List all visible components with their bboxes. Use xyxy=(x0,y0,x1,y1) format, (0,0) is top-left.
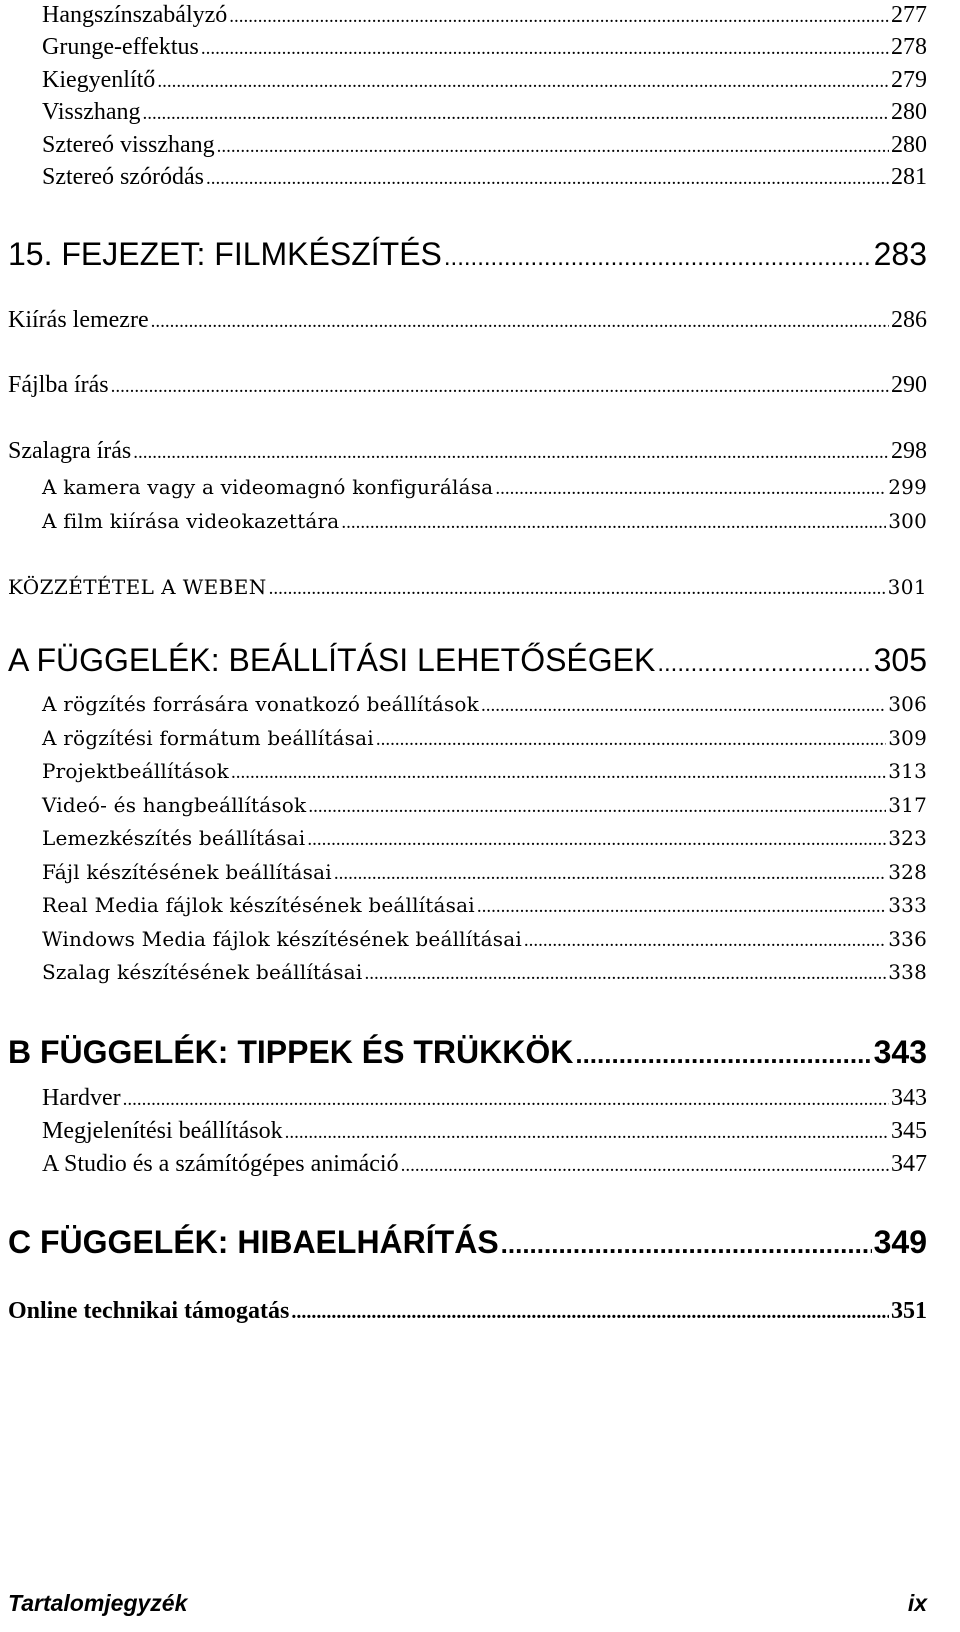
footer-page-number: ix xyxy=(907,1590,927,1616)
dot-leader xyxy=(308,796,886,818)
toc-entry-page: 299 xyxy=(888,475,927,499)
toc-chapter-page: 283 xyxy=(873,236,927,272)
toc-entry-page: 317 xyxy=(888,793,927,817)
toc-entry-page: 281 xyxy=(891,164,927,190)
toc-entry-title: A Studio és a számítógépes animáció xyxy=(42,1151,399,1177)
toc-entry[interactable] xyxy=(42,1085,927,1112)
dot-leader xyxy=(111,376,889,398)
dot-leader xyxy=(151,311,889,333)
toc-entry[interactable] xyxy=(42,2,927,29)
dot-leader xyxy=(269,578,886,600)
toc-entry[interactable] xyxy=(42,1118,927,1145)
toc-chapter[interactable] xyxy=(8,1224,927,1261)
toc-entry-page: 279 xyxy=(891,67,927,93)
toc-section-page: 298 xyxy=(891,438,927,464)
dot-leader xyxy=(217,136,889,158)
toc-entry-title: A rögzítési formátum beállításai xyxy=(42,726,374,750)
dot-leader xyxy=(123,1089,889,1111)
dot-leader xyxy=(229,6,889,28)
toc-entry-title: Visszhang xyxy=(42,99,141,125)
toc-entry-page: 280 xyxy=(891,99,927,125)
toc-entry-title: A film kiírása videokazettára xyxy=(42,509,340,533)
toc-entry-page: 345 xyxy=(891,1118,927,1144)
toc-entry[interactable] xyxy=(42,1151,927,1178)
toc-entry-title: Grunge-effektus xyxy=(42,34,199,60)
dot-leader xyxy=(157,71,889,93)
toc-entry-page: 306 xyxy=(888,692,927,716)
toc-entry[interactable] xyxy=(42,927,927,952)
toc-entry-title: Kiegyenlítő xyxy=(42,67,156,93)
toc-entry-title: Projektbeállítások xyxy=(42,759,229,783)
toc-entry-page: 338 xyxy=(888,960,927,984)
toc-section-page: 301 xyxy=(887,575,927,599)
toc-entry[interactable] xyxy=(42,509,927,534)
toc-section-page: 351 xyxy=(891,1298,927,1324)
toc-entry[interactable] xyxy=(42,164,927,191)
dot-leader xyxy=(143,103,889,125)
toc-entry[interactable] xyxy=(42,67,927,94)
toc-section-page: 290 xyxy=(891,372,927,398)
toc-chapter-page: 343 xyxy=(873,1034,927,1070)
toc-section[interactable] xyxy=(8,372,927,399)
footer-title: Tartalomjegyzék xyxy=(8,1590,188,1616)
toc-entry-title: Lemezkészítés beállításai xyxy=(42,826,306,850)
toc-entry-title: Hardver xyxy=(42,1085,121,1111)
dot-leader xyxy=(401,1155,889,1177)
toc-entry-title: Real Media fájlok készítésének beállításai xyxy=(42,893,475,917)
toc-entry-title: A kamera vagy a videomagnó konfigurálása xyxy=(42,475,494,499)
toc-entry-page: 313 xyxy=(888,759,927,783)
toc-section-title: KÖZZÉTÉTEL A WEBEN xyxy=(8,575,267,599)
toc-entry[interactable] xyxy=(42,34,927,61)
toc-entry-title: Windows Media fájlok készítésének beállításai xyxy=(42,927,522,951)
dot-leader xyxy=(495,478,886,500)
toc-section-title: Szalagra írás xyxy=(8,438,132,464)
toc-section[interactable] xyxy=(8,575,927,600)
toc-entry-page: 278 xyxy=(891,34,927,60)
dot-leader xyxy=(291,1301,889,1324)
toc-entry[interactable] xyxy=(42,960,927,985)
toc-chapter-title: 15. FEJEZET: FILMKÉSZÍTÉS xyxy=(8,236,442,272)
toc-entry-title: Videó- és hangbeállítások xyxy=(42,793,307,817)
dot-leader xyxy=(501,1229,872,1260)
toc-entry[interactable] xyxy=(42,793,927,818)
toc-chapter[interactable] xyxy=(8,1034,927,1071)
toc-entry-title: Megjelenítési beállítások xyxy=(42,1118,283,1144)
toc-entry-page: 343 xyxy=(891,1085,927,1111)
toc-entry-page: 333 xyxy=(888,893,927,917)
dot-leader xyxy=(575,1039,871,1070)
toc-entry[interactable] xyxy=(42,893,927,918)
toc-entry-title: Szalag készítésének beállításai xyxy=(42,960,363,984)
toc-entry-page: 300 xyxy=(888,509,927,533)
dot-leader xyxy=(481,695,886,717)
dot-leader xyxy=(477,896,886,918)
toc-entry[interactable] xyxy=(42,826,927,851)
toc-section-title: Online technikai támogatás xyxy=(8,1298,290,1324)
toc-chapter[interactable] xyxy=(8,642,927,679)
toc-entry-page: 280 xyxy=(891,132,927,158)
toc-section-page: 286 xyxy=(891,307,927,333)
dot-leader xyxy=(657,650,871,678)
toc-section-title: Kiírás lemezre xyxy=(8,307,149,333)
toc-entry-page: 347 xyxy=(891,1151,927,1177)
dot-leader xyxy=(444,244,872,272)
toc-entry-page: 323 xyxy=(888,826,927,850)
toc-entry-page: 328 xyxy=(888,860,927,884)
toc-chapter-page: 305 xyxy=(873,642,927,678)
toc-entry-page: 309 xyxy=(888,726,927,750)
toc-section[interactable] xyxy=(8,438,927,465)
toc-entry-page: 277 xyxy=(891,2,927,28)
toc-chapter-title: C FÜGGELÉK: HIBAELHÁRÍTÁS xyxy=(8,1224,499,1260)
dot-leader xyxy=(341,512,886,534)
toc-section-title: Fájlba írás xyxy=(8,372,109,398)
toc-chapter-title: A FÜGGELÉK: BEÁLLÍTÁSI LEHETŐSÉGEK xyxy=(8,642,656,678)
dot-leader xyxy=(364,963,886,985)
toc-chapter-page: 349 xyxy=(873,1224,927,1260)
toc-entry-title: Sztereó visszhang xyxy=(42,132,215,158)
dot-leader xyxy=(285,1122,889,1144)
toc-entry[interactable] xyxy=(42,726,927,751)
toc-entry[interactable] xyxy=(42,99,927,126)
toc-entry-title: Sztereó szóródás xyxy=(42,164,204,190)
toc-entry[interactable] xyxy=(42,759,927,784)
toc-entry-title: Fájl készítésének beállításai xyxy=(42,860,332,884)
dot-leader xyxy=(524,930,886,952)
toc-section[interactable] xyxy=(8,307,927,334)
dot-leader xyxy=(307,829,886,851)
dot-leader xyxy=(201,38,889,60)
toc-entry-title: Hangszínszabályzó xyxy=(42,2,228,28)
dot-leader xyxy=(231,762,886,784)
toc-entry[interactable] xyxy=(42,860,927,885)
dot-leader xyxy=(133,442,889,464)
toc-entry[interactable] xyxy=(42,132,927,159)
toc-entry[interactable] xyxy=(42,692,927,717)
dot-leader xyxy=(376,729,886,751)
toc-entry-page: 336 xyxy=(888,927,927,951)
toc-entry-title: A rögzítés forrására vonatkozó beállítások xyxy=(42,692,479,716)
toc-section[interactable] xyxy=(8,1298,927,1325)
toc-chapter-title: B FÜGGELÉK: TIPPEK ÉS TRÜKKÖK xyxy=(8,1034,574,1070)
dot-leader xyxy=(334,863,886,885)
toc-chapter[interactable] xyxy=(8,236,927,273)
toc-entry[interactable] xyxy=(42,475,927,500)
dot-leader xyxy=(206,168,889,190)
